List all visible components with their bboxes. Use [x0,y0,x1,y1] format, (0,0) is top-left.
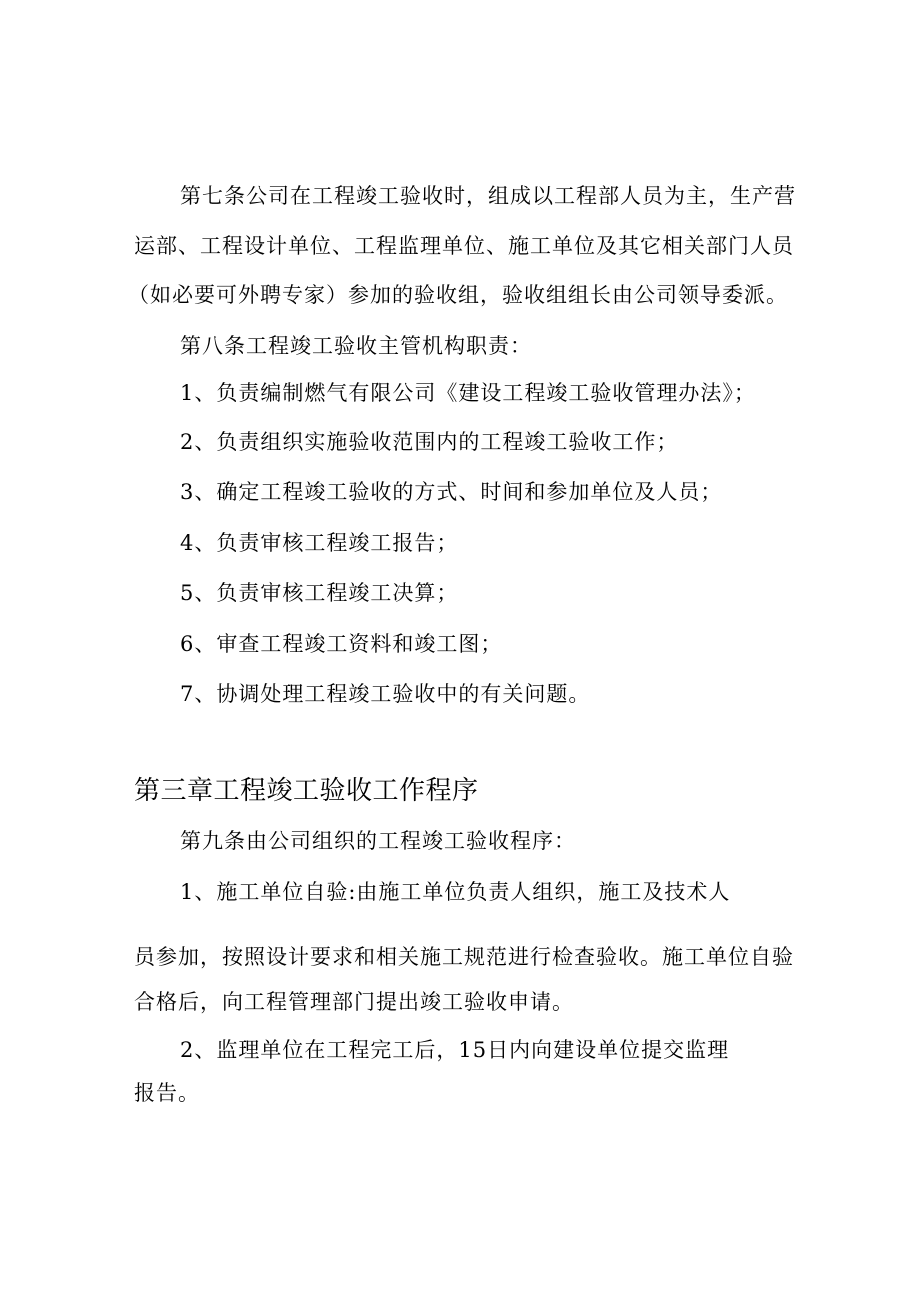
article-8-item-1: 1、负责编制燃气有限公司《建设工程竣工验收管理办法》； [180,381,756,405]
article-8-title: 第八条工程竣工验收主管机构职责： [180,334,532,358]
article-8-item-5: 5、负责审核工程竣工决算； [180,581,459,605]
article-9-item-1-line-1: 1、施工单位自验:由施工单位负责人组织，施工及技术人 [180,880,731,904]
article-7-line-1: 第七条公司在工程竣工验收时，组成以工程部人员为主，生产营 [180,184,796,208]
article-9-item-2-line-2: 报告。 [134,1081,200,1105]
article-9-title: 第九条由公司组织的工程竣工验收程序： [180,829,576,853]
article-8-item-7: 7、协调处理工程竣工验收中的有关问题。 [180,682,591,706]
article-7-line-3: （如必要可外聘专家）参加的验收组，验收组组长由公司领导委派。 [128,283,788,307]
article-8-item-2: 2、负责组织实施验收范围内的工程竣工验收工作； [180,430,679,454]
article-8-item-6: 6、审查工程竣工资料和竣工图； [180,632,503,656]
article-9-item-1-line-2: 员参加，按照设计要求和相关施工规范进行检查验收。施工单位自验 [134,945,794,969]
article-7-line-2: 运部、工程设计单位、工程监理单位、施工单位及其它相关部门人员 [134,234,794,258]
article-9-item-2-line-1: 2、监理单位在工程完工后，15日内向建设单位提交监理 [180,1038,730,1062]
article-8-item-4: 4、负责审核工程竣工报告； [180,531,459,555]
chapter-3-heading: 第三章工程竣工验收工作程序 [134,776,479,806]
article-9-item-1-line-3: 合格后，向工程管理部门提出竣工验收申请。 [134,990,574,1014]
article-8-item-3: 3、确定工程竣工验收的方式、时间和参加单位及人员； [180,480,723,504]
